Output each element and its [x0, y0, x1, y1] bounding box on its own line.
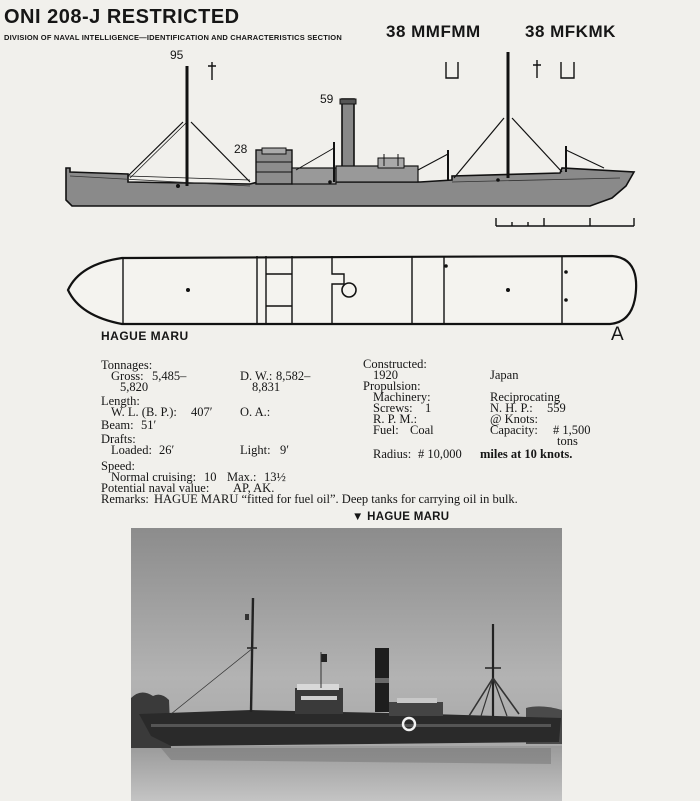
potential-value: AP, AK.: [233, 481, 275, 495]
remarks-value: HAGUE MARU “fitted for fuel oil”. Deep tanks for carrying oil in bulk.: [154, 492, 518, 506]
plate-letter: A: [611, 324, 624, 345]
screws-value: 1: [425, 401, 432, 415]
signal-letters-2: 38 MFKMK: [525, 22, 616, 41]
normal-cruising-value: 10: [204, 470, 217, 484]
constructed-year: 1920: [373, 368, 398, 382]
dw-value: 8,582–: [276, 369, 311, 383]
loaded-label: Loaded:: [111, 443, 152, 457]
signal-letters-1: 38 MMFMM: [386, 22, 481, 41]
nhp-label: N. H. P.:: [490, 401, 533, 415]
constructed-label: Constructed:: [363, 357, 427, 371]
height-marker-funnel: 59: [320, 92, 334, 106]
nhp-value: 559: [547, 401, 566, 415]
rpm-label: R. P. M.:: [373, 412, 418, 426]
oa-label: O. A.:: [240, 405, 271, 419]
ship-photograph: [131, 528, 562, 801]
scale-bar: [496, 218, 634, 226]
screws-label: Screws:: [373, 401, 413, 415]
bridge-superstructure: [256, 150, 292, 184]
plan-view-outline: [68, 256, 636, 324]
ship-name-heading: HAGUE MARU: [101, 329, 189, 343]
gross-label: Gross:: [111, 369, 144, 383]
radius-value: # 10,000: [418, 447, 462, 461]
fuel-label: Fuel:: [373, 423, 399, 437]
dw-value-2: 8,831: [252, 380, 281, 394]
max-speed-label: Max.:: [227, 470, 257, 484]
tonnages-label: Tonnages:: [101, 358, 153, 372]
max-speed-value: 13½: [264, 470, 286, 484]
ship-profile-drawing: [0, 0, 700, 330]
document-subtitle: DIVISION OF NAVAL INTELLIGENCE—IDENTIFICATION AND CHARACTERISTICS SECTION: [4, 33, 342, 42]
silhouette-symbols: [208, 60, 574, 80]
propulsion-label: Propulsion:: [363, 379, 421, 393]
capacity-value: # 1,500: [553, 423, 591, 437]
fuel-value: Coal: [410, 423, 434, 437]
remarks-label: Remarks:: [101, 492, 149, 506]
radius-unit: miles at 10 knots.: [480, 447, 573, 461]
drafts-label: Drafts:: [101, 432, 136, 446]
height-marker-bridge: 28: [234, 142, 248, 156]
photo-caption: ▼ HAGUE MARU: [352, 511, 450, 523]
funnel: [342, 99, 354, 170]
document-title: ONI 208-J RESTRICTED: [4, 6, 240, 28]
constructed-place: Japan: [490, 368, 519, 382]
knots-label: @ Knots:: [490, 412, 538, 426]
radius-label: Radius:: [373, 447, 412, 461]
height-marker-foremast: 95: [170, 48, 184, 62]
machinery-label: Machinery:: [373, 390, 431, 404]
light-label: Light:: [240, 443, 271, 457]
potential-value-label: Potential naval value:: [101, 481, 210, 495]
beam-value: 51′: [141, 418, 157, 432]
length-label: Length:: [101, 394, 140, 408]
gross-value: 5,485–: [152, 369, 187, 383]
capacity-unit: tons: [557, 434, 578, 448]
machinery-value: Reciprocating: [490, 390, 561, 404]
beam-label: Beam:: [101, 418, 134, 432]
loaded-value: 26′: [159, 443, 175, 457]
normal-cruising-label: Normal cruising:: [111, 470, 197, 484]
light-value: 9′: [280, 443, 289, 457]
speed-label: Speed:: [101, 459, 136, 473]
dw-label: D. W.:: [240, 369, 273, 383]
wl-value: 407′: [191, 405, 213, 419]
capacity-label: Capacity:: [490, 423, 538, 437]
gross-value-2: 5,820: [120, 380, 149, 394]
wl-label: W. L. (B. P.):: [111, 405, 177, 419]
